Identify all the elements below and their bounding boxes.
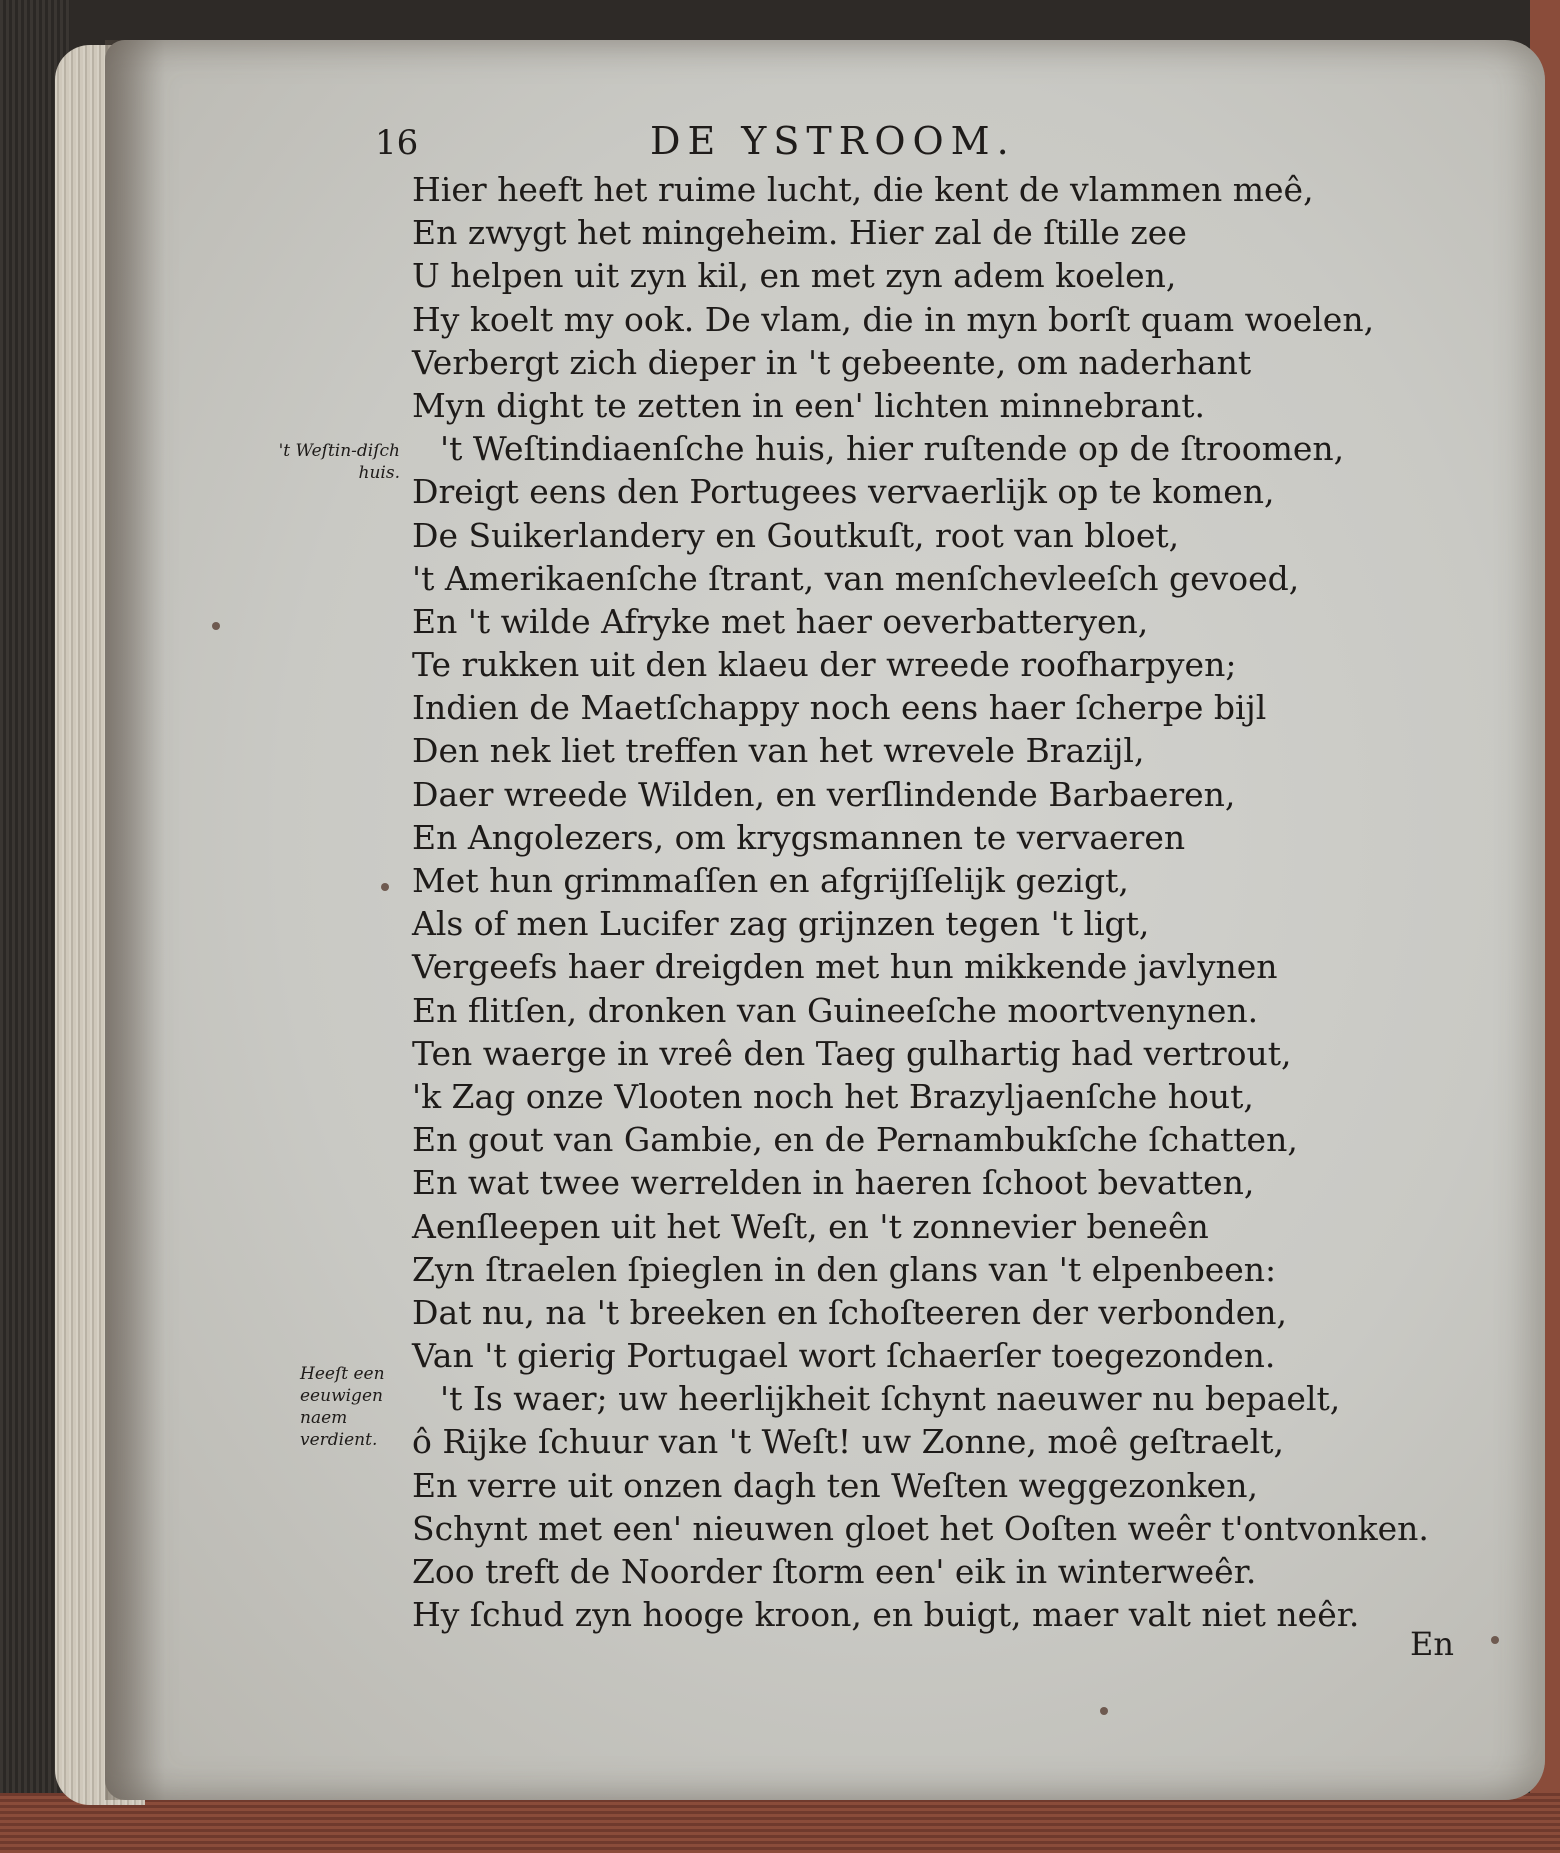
foxing-spot (1491, 1636, 1499, 1644)
verse-line: Daer wreede Wilden, en verſlindende Barbaeren, (412, 774, 1236, 814)
foxing-spot (1100, 1707, 1108, 1715)
verse-line: Hy ſchud zyn hooge kroon, en buigt, maer valt niet neêr. (412, 1595, 1360, 1635)
verse-line: Dat nu, na 't breeken en ſchoſteeren der verbonden, (412, 1292, 1288, 1332)
verse-line: Hy koelt my ook. De vlam, die in myn borſt quam woelen, (412, 299, 1375, 339)
verse-line: De Suikerlandery en Goutkuſt, root van bloet, (412, 515, 1180, 555)
verse-line: Myn dight te zetten in een' lichten minnebrant. (412, 385, 1205, 425)
verse-line: Zoo treft de Noorder ſtorm een' eik in winterweêr. (412, 1552, 1257, 1591)
page-number: 16 (375, 123, 419, 163)
verse-line: Schynt met een' nieuwen gloet het Ooſten weêr t'ontvonken. (412, 1508, 1429, 1548)
verse-line: 't Is waer; uw heerlijkheit ſchynt naeuwer nu bepaelt, (440, 1379, 1341, 1419)
verse-line: Van 't gierig Portugael wort ſchaerſer toegezonden. (412, 1336, 1276, 1376)
verse-line: En flitſen, dronken van Guineeſche moortvenynen. (412, 990, 1259, 1030)
verse-line: Aenſleepen uit het Weſt, en 't zonnevier beneên (412, 1206, 1209, 1246)
page-header (0, 95, 1560, 163)
verse-line: En zwygt het mingeheim. Hier zal de ſtille zee (412, 213, 1187, 253)
verse-line: En verre uit onzen dagh ten Weſten weggezonken, (412, 1465, 1258, 1505)
verse-line: 't Weſtindiaenſche huis, hier ruſtende op de ſtroomen, (440, 429, 1345, 469)
verse-line: Als of men Lucifer zag grijnzen tegen 't ligt, (412, 904, 1150, 944)
verse-line: En wat twee werrelden in haeren ſchoot bevatten, (412, 1163, 1255, 1203)
verse-line: 't Amerikaenſche ſtrant, van menſchevleeſch gevoed, (412, 558, 1300, 598)
verse-line: En 't wilde Afryke met haer oeverbatteryen, (412, 601, 1149, 641)
verse-line: Met hun grimmaſſen en afgrijſſelijk gezigt, (412, 861, 1129, 900)
foxing-spot (212, 622, 220, 630)
verse-line: U helpen uit zyn kil, en met zyn adem koelen, (412, 256, 1177, 296)
verse-line: Vergeefs haer dreigden met hun mikkende javlynen (412, 947, 1278, 987)
verse-line: Ten waerge in vreê den Taeg gulhartig had vertrout, (412, 1033, 1292, 1073)
cloth-background (0, 1793, 1560, 1853)
poem-text (412, 168, 1492, 1636)
verse-line: Den nek liet treffen van het wrevele Brazijl, (412, 731, 1145, 771)
verse-line: Dreigt eens den Portugees vervaerlijk op te komen, (412, 472, 1275, 512)
margin-note: 't Weſtin-diſch huis. (278, 441, 400, 483)
verse-line: Te rukken uit den klaeu der wreede roofharpyen; (412, 645, 1237, 685)
catchword: En (1410, 1625, 1454, 1663)
verse-line: Hier heeft het ruime lucht, die kent de vlammen meê, (412, 170, 1314, 209)
running-head: DE YSTROOM. (650, 119, 1016, 163)
verse-line: En Angolezers, om krygsmannen te vervaeren (412, 817, 1186, 857)
verse-line: Zyn ſtraelen ſpieglen in den glans van 't elpenbeen: (412, 1249, 1277, 1289)
verse-line: En gout van Gambie, en de Pernambukſche ſchatten, (412, 1120, 1298, 1160)
verse-line: 'k Zag onze Vlooten noch het Brazyljaenſche hout, (412, 1076, 1254, 1116)
foxing-spot (381, 883, 389, 891)
verse-line: ô Rijke ſchuur van 't Weſt! uw Zonne, moê geſtraelt, (412, 1422, 1284, 1462)
verse-line: Verbergt zich dieper in 't gebeente, om naderhant (412, 342, 1252, 382)
verse-line: Indien de Maetſchappy noch eens haer ſcherpe bijl (412, 688, 1267, 728)
gutter-shadow (105, 40, 165, 1800)
margin-note: Heeſt een eeuwigen naem verdient. (300, 1364, 385, 1450)
